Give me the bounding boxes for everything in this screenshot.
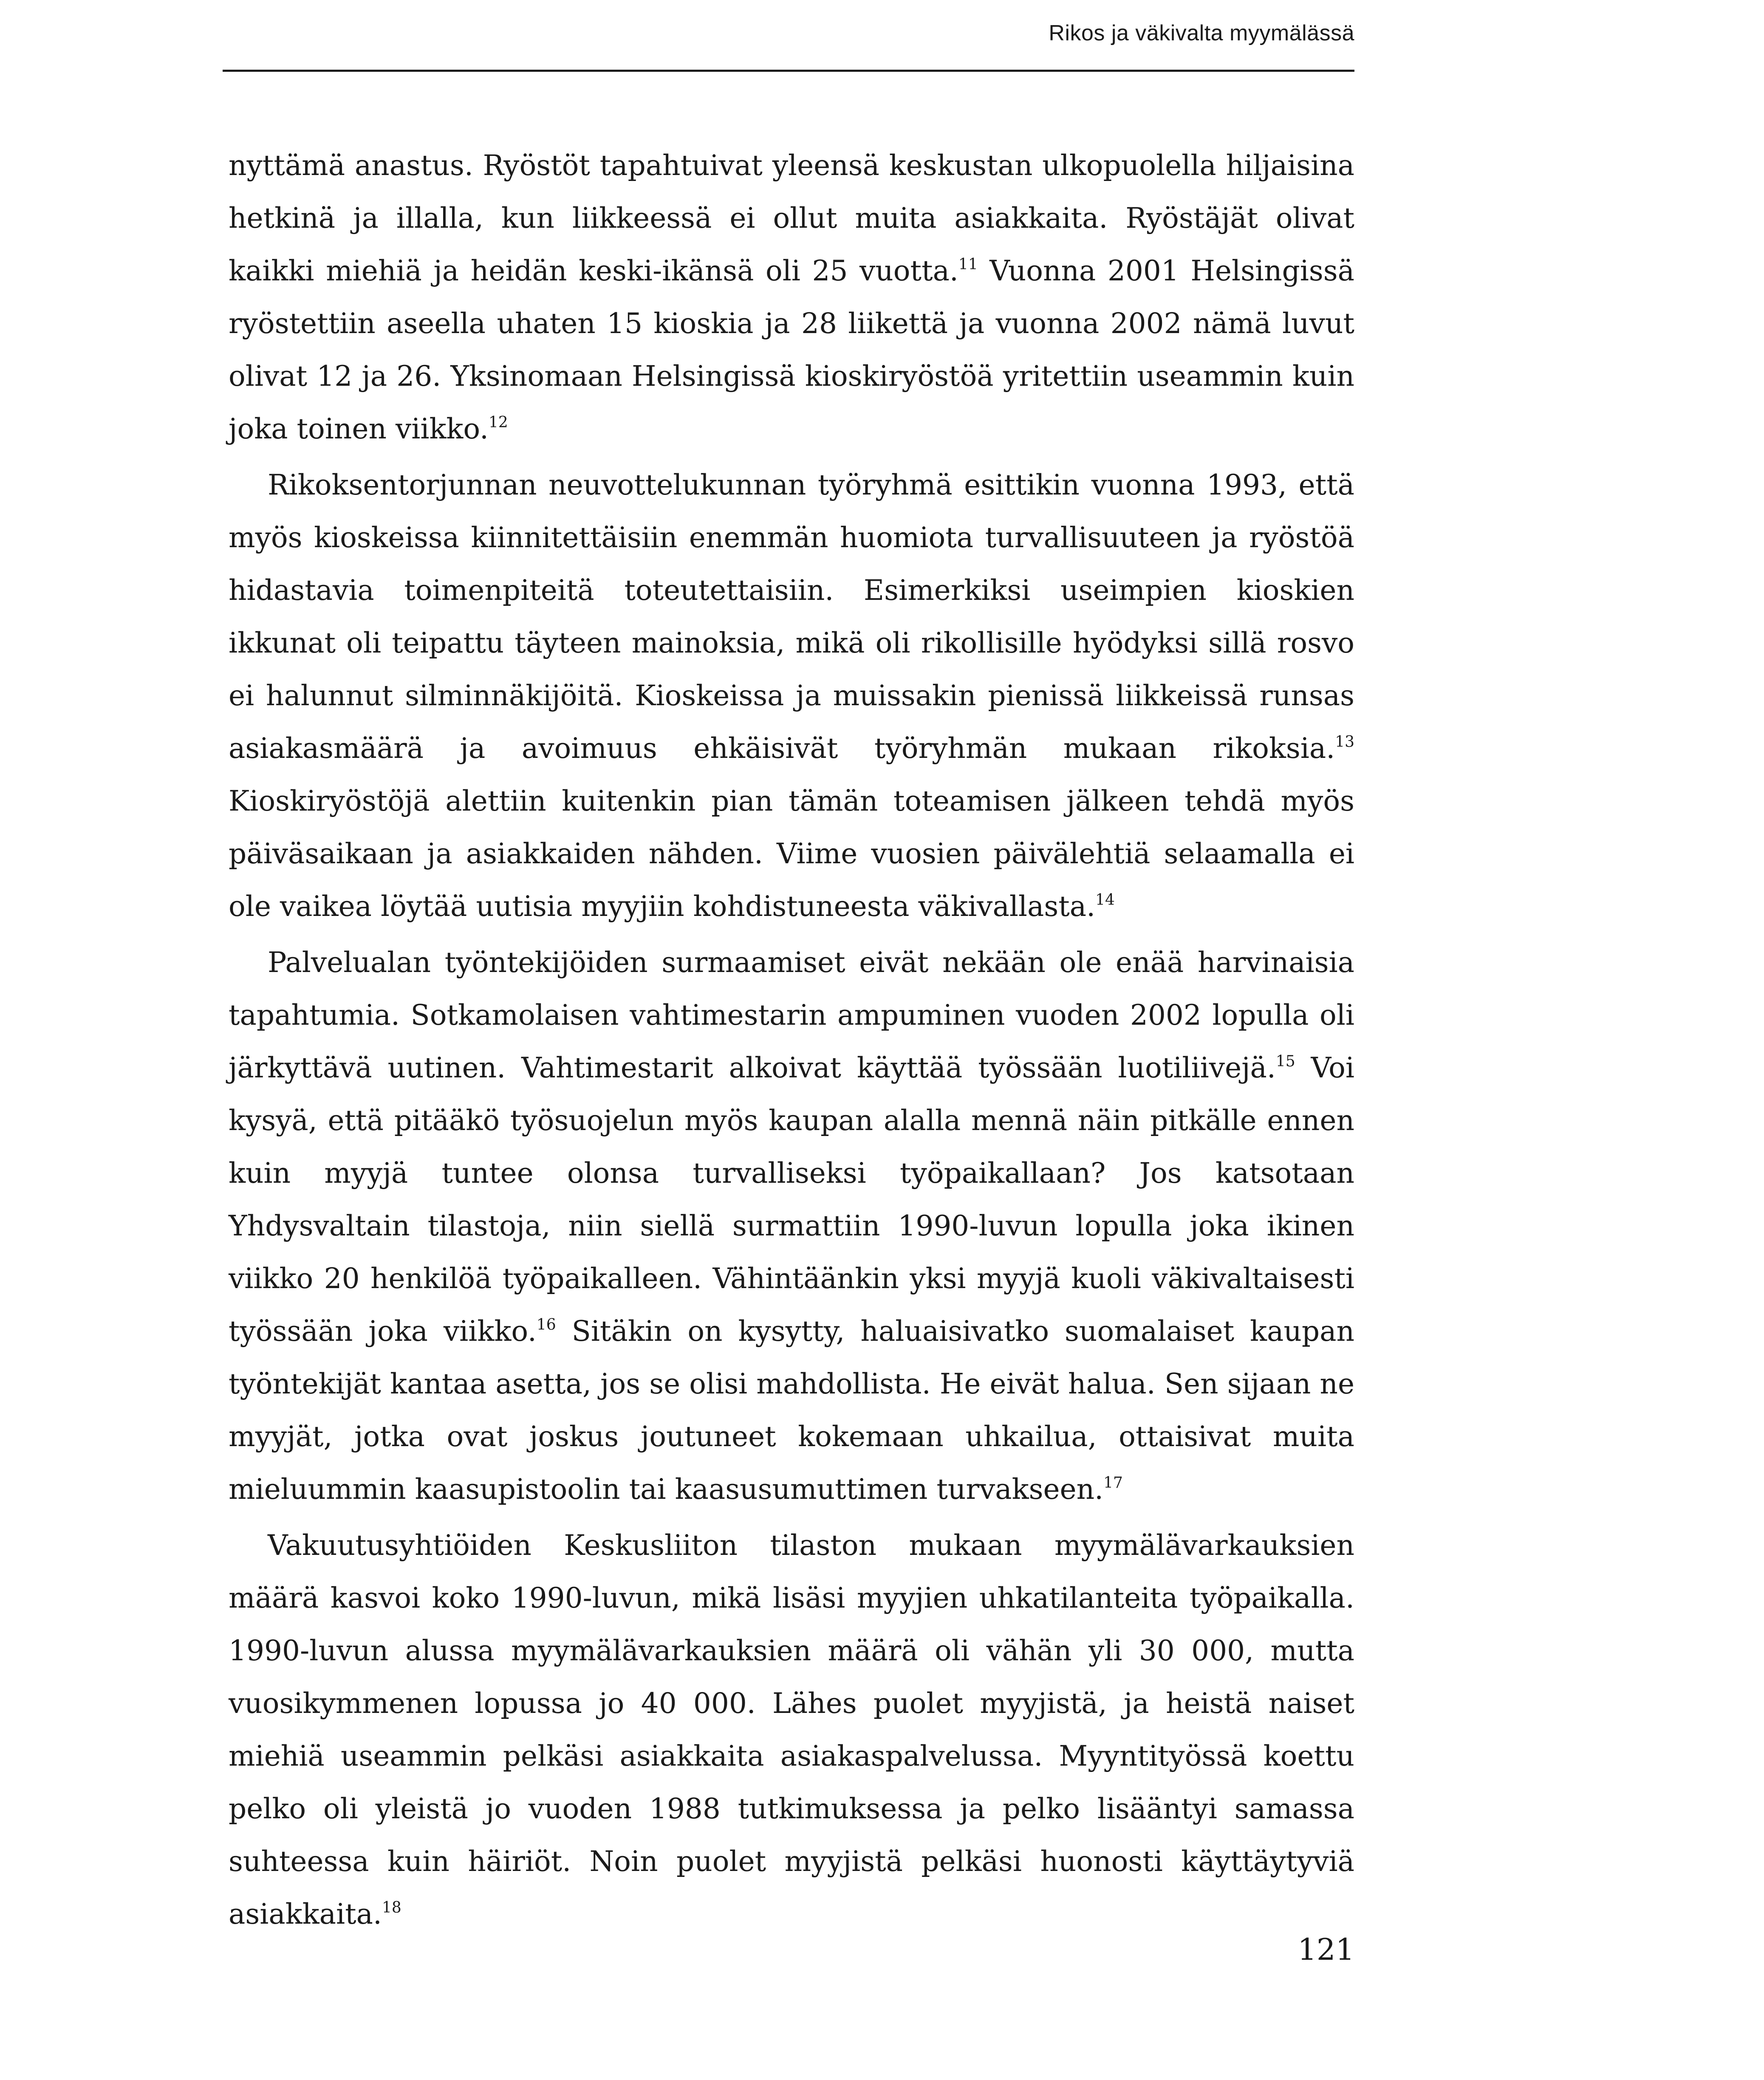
text-segment: nyttämä anastus. Ryöstöt tapahtuivat yleensä keskustan ulkopuolella hiljaisina hetkinä ja illalla, kun liikkeessä ei ollut muita asiakkaita. Ryöstäjät olivat kaikki miehiä ja heidän keski-ikänsä oli 25 vuotta. — [229, 149, 1354, 287]
paragraph-2 — [229, 459, 1354, 933]
text-segment: Rikoksentorjunnan neuvottelukunnan työryhmä esittikin vuonna 1993, että myös kioskeissa kiinnitettäisiin enemmän huomiota turvallisuuteen ja ryöstöä hidastavia toimenpiteitä toteutettaisiin. Esimerkiksi useimpien kioskien ikkunat oli teipattu täyteen mainoksia, mikä oli rikollisille hyödyksi sillä rosvo ei halunnut silminnäkijöitä. Kioskeissa ja muissakin pienissä liikkeissä runsas asiakasmäärä ja avoimuus ehkäisivät työryhmän mukaan rikoksia. — [229, 469, 1354, 765]
footnote-ref: 13 — [1335, 733, 1354, 751]
footnote-ref: 12 — [488, 414, 508, 431]
text-segment: Kioskiryöstöjä alettiin kuitenkin pian tämän toteamisen jälkeen tehdä myös päiväsaikaan ja asiakkaiden nähden. Viime vuosien päivälehtiä selaamalla ei ole vaikea löytää uutisia myyjiin kohdistuneesta väkivallasta. — [229, 785, 1354, 923]
text-segment: Vakuutusyhtiöiden Keskusliiton tilaston mukaan myymälävarkauksien määrä kasvoi koko 1990-luvun, mikä lisäsi myyjien uhkatilanteita työpaikalla. 1990-luvun alussa myymälävarkauksien määrä oli vähän yli 30 000, mutta vuosikymmenen lopussa jo 40 000. Lähes puolet myyjistä, ja heistä naiset miehiä useammin pelkäsi asiakkaita asiakaspalvelussa. Myyntityössä koettu pelko oli yleistä jo vuoden 1988 tutkimuksessa ja pelko lisääntyi samassa suhteessa kuin häiriöt. Noin puolet myyjistä pelkäsi huonosti käyttäytyviä asiakkaita. — [229, 1529, 1354, 1930]
paragraph-1 — [229, 139, 1354, 455]
footnote-ref: 11 — [958, 256, 978, 273]
text-segment: Palvelualan työntekijöiden surmaamiset eivät nekään ole enää harvinaisia tapahtumia. Sotkamolaisen vahtimestarin ampuminen vuoden 2002 lopulla oli järkyttävä uutinen. Vahtimestarit alkoivat käyttää työssään luotiliivejä. — [229, 946, 1354, 1084]
page-number: 121 — [1298, 1932, 1354, 1967]
header-rule — [223, 70, 1354, 72]
footnote-ref: 14 — [1095, 891, 1115, 909]
body-text — [229, 139, 1354, 1941]
text-segment: Vuonna 2001 Helsingissä ryöstettiin aseella uhaten 15 kioskia ja 28 liikettä ja vuonna 2002 nämä luvut olivat 12 ja 26. Yksinomaan Helsingissä kioskiryöstöä yritettiin useammin kuin joka toinen viikko. — [229, 254, 1354, 445]
paragraph-3 — [229, 936, 1354, 1516]
footnote-ref: 17 — [1103, 1474, 1123, 1492]
footnote-ref: 16 — [536, 1316, 556, 1334]
footnote-ref: 18 — [382, 1899, 401, 1916]
footnote-ref: 15 — [1275, 1053, 1295, 1070]
text-segment: Sitäkin on kysytty, haluaisivatko suomalaiset kaupan työntekijät kantaa asetta, jos se olisi mahdollista. He eivät halua. Sen sijaan ne myyjät, jotka ovat joskus joutuneet kokemaan uhkailua, ottaisivat muita mieluummin kaasupistoolin tai kaasusumuttimen turvakseen. — [229, 1315, 1354, 1506]
paragraph-4 — [229, 1519, 1354, 1941]
text-segment: Voi kysyä, että pitääkö työsuojelun myös kaupan alalla mennä näin pitkälle ennen kuin myyjä tuntee olonsa turvalliseksi työpaikallaan? Jos katsotaan Yhdysvaltain tilastoja, niin siellä surmattiin 1990-luvun lopulla joka ikinen viikko 20 henkilöä työpaikalleen. Vähintäänkin yksi myyjä kuoli väkivaltaisesti työssään joka viikko. — [229, 1051, 1354, 1348]
running-head: Rikos ja väkivalta myymälässä — [1049, 21, 1354, 45]
